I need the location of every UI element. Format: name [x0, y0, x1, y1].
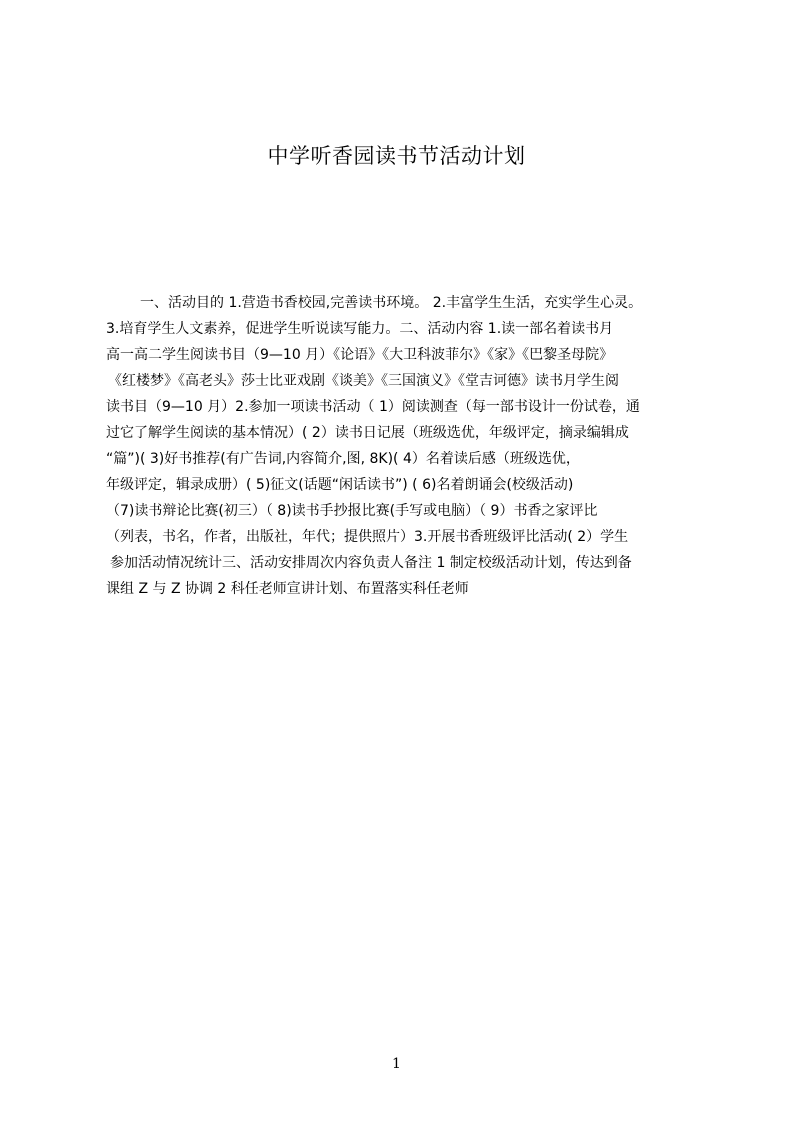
body-line: 课组 Z 与 Z 协调 2 科任老师宣讲计划、布置落实科任老师 [106, 581, 469, 597]
body-line: （7)读书辩论比赛(初三）（ 8)读书手抄报比赛(手写或电脑）（ 9）书香之家评比 [106, 503, 598, 519]
body-line: 过它了解学生阅读的基本情况）( 2）读书日记展（班级选优，年级评定，摘录编辑成 [106, 425, 629, 441]
body-line: 一、活动目的 1.营造书香校园,完善读书环境。 2.丰富学生生活，充实学生心灵。 [140, 295, 643, 311]
body-line: 读书目（9—10 月）2.参加一项读书活动（ 1）阅读测查（每一部书设计一份试卷，通 [106, 399, 640, 415]
body-line: 《红楼梦》《高老头》莎士比亚戏剧《谈美》《三国演义》《堂吉诃德》读书月学生阅 [108, 373, 619, 389]
body-line: 参加活动情况统计三、活动安排周次内容负责人备注 1 制定校级活动计划，传达到备 [110, 555, 632, 571]
page-number: 1 [392, 1056, 401, 1072]
body-line: 高一高二学生阅读书目（9—10 月）《论语》《大卫科波菲尔》《家》《巴黎圣母院》 [106, 347, 614, 363]
body-line: （列表，书名，作者，出版社，年代；提供照片）3.开展书香班级评比活动( 2）学生 [106, 529, 629, 545]
body-line: 年级评定，辑录成册）( 5)征文(话题“闲话读书”) ( 6)名着朗诵会(校级活动) [106, 477, 574, 493]
document-title: 中学听香园读书节活动计划 [267, 144, 526, 168]
body-line: 3.培育学生人文素养，促进学生听说读写能力。二、活动内容 1.读一部名着读书月 [106, 321, 614, 337]
body-line: “篇”)( 3)好书推荐(有广告词,内容简介,图, 8K)( 4）名着读后感（班级选优， [106, 451, 580, 467]
document-body [106, 290, 696, 602]
